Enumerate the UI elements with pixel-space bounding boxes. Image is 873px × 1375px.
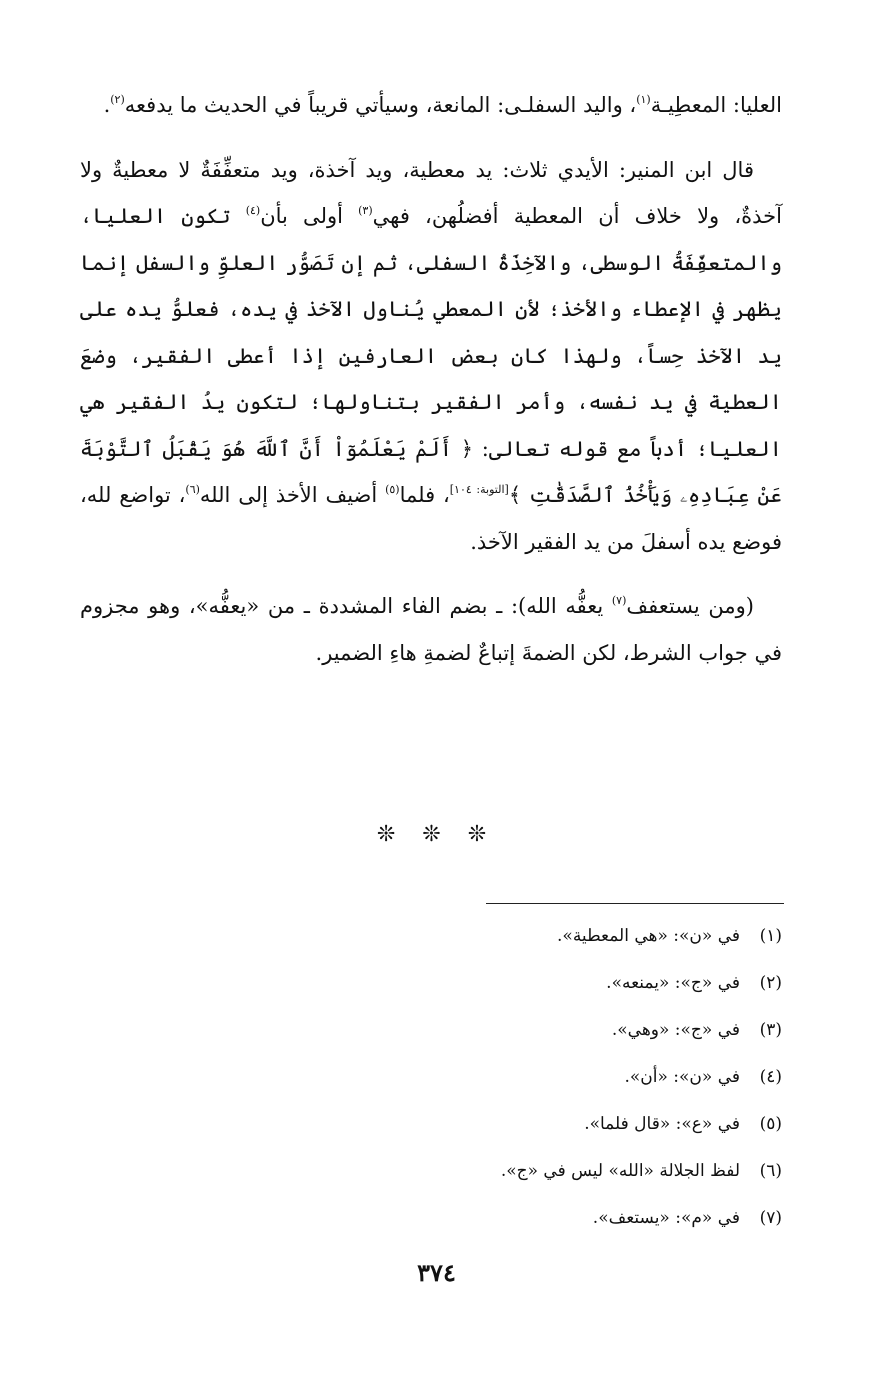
text-run: أضيف الأخذ إلى الله — [199, 483, 386, 507]
footnote-text: في «ن»: «أن». — [624, 1067, 740, 1087]
text-run: تكون العليا، والمتعفِّفَةُ الوسطى، والآخِذَةُ السفلى، ثم إن تَصَوُّر العلوِّ والسفل إنما يظهر في الإعطاء والأخذ؛ لأن المعطي يُناول الآخذ في يده، فعلوُّ يده على يد الآخذ حِساً، ولهذا كان بعض العارفين إذا أعطى الفقير، وضعَ العطية في يد نفسه، وأمر الفقير بتناولها؛ لتكون يدُ الفقير هي العليا؛ أدباً مع قوله تعالى: ﴿ أَلَمْ يَعْلَمُوٓاْ أَنَّ ٱللَّهَ هُوَ يَقْبَلُ ٱلتَّوْبَةَ عَنْ عِبَادِهِۦ وَيَأْخُذُ ٱلصَّدَقَٰتِ ﴾ — [80, 204, 782, 507]
footnote-reference: (٥) — [385, 483, 400, 496]
text-run: . — [103, 93, 111, 117]
footnote-text: لفظ الجلالة «الله» ليس في «ج». — [500, 1161, 740, 1181]
text-run: يعفُّه الله): ـ بضم الفاء المشددة ـ من «يعفُّه»، وهو مجزوم في جواب الشرط، لكن الضمةَ إتباعٌ لضمةِ هاءِ الضمير. — [80, 594, 782, 665]
text-run: ، تواضع لله، فوضع يده أسفلَ من يد الفقير الآخذ. — [80, 483, 782, 554]
paragraph — [80, 583, 782, 676]
footnote-reference: (٧) — [611, 594, 627, 607]
footnote-number: (٤) — [759, 1067, 782, 1087]
paragraph — [80, 147, 782, 566]
footnote-item — [80, 1109, 782, 1156]
text-run: (ومن يستعفف — [626, 594, 754, 618]
paragraph — [80, 82, 782, 129]
footnote-text: في «م»: «يستعف». — [592, 1208, 740, 1228]
footnote-number: (٢) — [759, 973, 782, 993]
footnote-number: (٧) — [759, 1208, 782, 1228]
footnote-item — [80, 1156, 782, 1203]
text-run: ، واليد السفلـى: المانعة، وسيأتي قريباً في الحديث ما يدفعه — [124, 93, 637, 117]
footnote-text: في «ن»: «هي المعطية». — [557, 926, 740, 946]
footnote-reference: (٣) — [358, 204, 373, 217]
footnote-reference: (٢) — [110, 93, 125, 106]
main-text — [80, 82, 782, 694]
footnote-reference: (١) — [636, 93, 651, 106]
text-run: العليا: المعطِيـة — [650, 93, 782, 117]
footnote-number: (٣) — [759, 1020, 782, 1040]
section-separator: ❊ ❊ ❊ — [376, 822, 497, 847]
footnotes — [80, 921, 782, 1250]
footnote-reference: [التوبة: ١٠٤] — [449, 483, 509, 496]
footnote-item — [80, 1015, 782, 1062]
footnote-item — [80, 968, 782, 1015]
footnote-number: (٥) — [759, 1114, 782, 1134]
footnote-number: (٦) — [759, 1161, 782, 1181]
text-run: أولى بأن — [260, 204, 359, 228]
footnote-text: في «ع»: «قال فلما». — [584, 1114, 740, 1134]
footnote-item — [80, 1062, 782, 1109]
footnote-number: (١) — [759, 926, 782, 946]
text-run: ، فلما — [399, 483, 450, 507]
footnote-rule — [486, 903, 784, 904]
text-run: قال ابن المنير: الأيدي ثلاث: يد معطية، ويد آخذة، ويد متعفِّفَةٌ لا معطيةٌ ولا آخذةٌ، ولا خلاف أن المعطية أفضلُهن، فهي — [80, 157, 782, 228]
footnote-reference: (٤) — [245, 204, 261, 217]
footnote-item — [80, 921, 782, 968]
footnote-item — [80, 1203, 782, 1250]
page-number: ٣٧٤ — [417, 1258, 456, 1287]
footnote-reference: (٦) — [185, 483, 200, 496]
footnote-text: في «ج»: «يمنعه». — [606, 973, 740, 993]
footnote-text: في «ج»: «وهي». — [611, 1020, 740, 1040]
